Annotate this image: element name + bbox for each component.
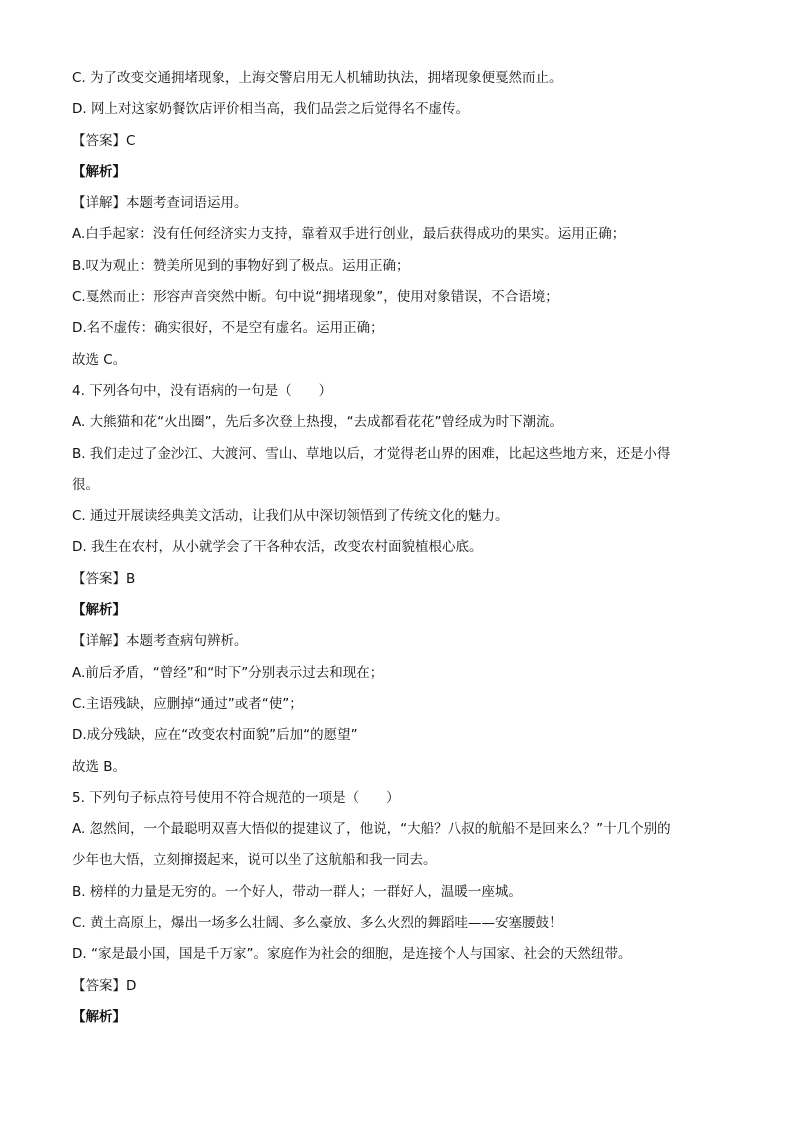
option-line: C. 通过开展读经典美文活动，让我们从中深切领悟到了传统文化的魅力。 bbox=[72, 508, 509, 525]
analysis-heading: 【解析】 bbox=[72, 163, 126, 180]
text-line: D. 网上对这家奶餐饮店评价相当高，我们品尝之后觉得名不虚传。 bbox=[72, 101, 469, 118]
detail-line: 【详解】本题考查病句辨析。 bbox=[72, 633, 248, 650]
text-line: C.戛然而止：形容声音突然中断。句中说“拥堵现象”，使用对象错误，不合语境； bbox=[72, 289, 559, 306]
analysis-heading: 【解析】 bbox=[72, 602, 126, 619]
text-line: D.成分残缺，应在“改变农村面貌”后加“的愿望” bbox=[72, 727, 358, 744]
option-line: B. 榜样的力量是无穷的。一个好人，带动一群人；一群好人，温暖一座城。 bbox=[72, 883, 522, 900]
option-line: A. 忽然间，一个最聪明双喜大悟似的提建议了，他说，“大船？八叔的航船不是回来么？”十几个别的 bbox=[72, 821, 671, 838]
text-line: A.白手起家：没有任何经济实力支持，靠着双手进行创业，最后获得成功的果实。运用正确； bbox=[72, 226, 626, 243]
analysis-heading: 【解析】 bbox=[72, 1008, 126, 1025]
document-page bbox=[72, 63, 722, 1033]
conclusion-line: 故选 B。 bbox=[72, 758, 127, 775]
option-line-continued: 少年也大悟，立刻撺掇起来，说可以坐了这航船和我一同去。 bbox=[72, 852, 437, 869]
text-line: D.名不虚传：确实很好，不是空有虚名。运用正确； bbox=[72, 320, 384, 337]
answer-line: 【答案】D bbox=[72, 977, 137, 994]
question-line: 5. 下列句子标点符号使用不符合规范的一项是（ ） bbox=[72, 789, 400, 806]
question-line: 4. 下列各句中，没有语病的一句是（ ） bbox=[72, 382, 333, 399]
answer-line: 【答案】B bbox=[72, 570, 136, 587]
option-line: A. 大熊猫和花“火出圈”，先后多次登上热搜，“去成都看花花”曾经成为时下潮流。 bbox=[72, 414, 564, 431]
option-line-continued: 很。 bbox=[72, 476, 99, 493]
detail-line: 【详解】本题考查词语运用。 bbox=[72, 195, 248, 212]
text-line: A.前后矛盾，“曾经”和“时下”分别表示过去和现在； bbox=[72, 664, 384, 681]
answer-line: 【答案】C bbox=[72, 132, 136, 149]
option-line: D. 我生在农村，从小就学会了干各种农活，改变农村面貌植根心底。 bbox=[72, 539, 483, 556]
text-line: C.主语残缺，应删掉“通过”或者“使”； bbox=[72, 695, 303, 712]
option-line: C. 黄土高原上，爆出一场多么壮阔、多么豪放、多么火烈的舞蹈哇——安塞腰鼓！ bbox=[72, 915, 563, 932]
option-line: D. “家是最小国，国是千万家”。家庭作为社会的细胞，是连接个人与国家、社会的天然纽带。 bbox=[72, 946, 632, 963]
conclusion-line: 故选 C。 bbox=[72, 351, 127, 368]
text-line: C. 为了改变交通拥堵现象，上海交警启用无人机辅助执法，拥堵现象便戛然而止。 bbox=[72, 70, 563, 86]
text-line: B.叹为观止：赞美所见到的事物好到了极点。运用正确； bbox=[72, 257, 410, 274]
option-line: B. 我们走过了金沙江、大渡河、雪山、草地以后，才觉得老山界的困难，比起这些地方来，还是小得 bbox=[72, 445, 671, 462]
